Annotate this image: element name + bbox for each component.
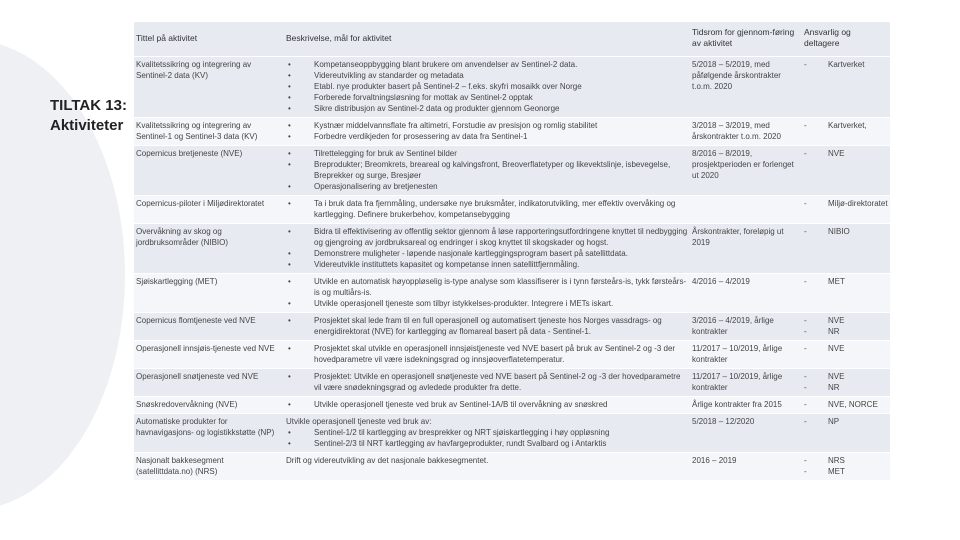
dash-marker: - bbox=[804, 198, 807, 208]
dash-marker: - bbox=[804, 326, 807, 336]
description-cell bbox=[284, 195, 690, 223]
description-bullet: • Sikre distribusjon av Sentinel-2 data og produkter gjennom Geonorge bbox=[286, 103, 688, 114]
period-cell: 4/2016 – 4/2019 bbox=[692, 276, 750, 286]
description-bullet: • Tilrettelegging for bruk av Sentinel bilder bbox=[286, 148, 688, 159]
description-list bbox=[286, 315, 688, 337]
period-cell: 3/2018 – 3/2019, med årskontrakter t.o.m. 2020 bbox=[692, 120, 781, 141]
description-cell bbox=[284, 117, 690, 145]
responsible-list bbox=[804, 455, 888, 477]
dash-marker: - bbox=[804, 382, 807, 392]
responsible-item bbox=[804, 226, 888, 237]
description-bullet: • Sentinel-1/2 til kartlegging av bresprekker og NRT sjøiskartlegging i høy oppløsning bbox=[286, 427, 688, 438]
dash-marker: - bbox=[804, 120, 807, 130]
responsible-name: NRS bbox=[828, 455, 845, 465]
table-row bbox=[134, 273, 890, 312]
description-bullet: • Breprodukter; Breomkrets, breareal og kalvingsfront, Breoverflatetyper og likevektslinje, isbevegelse, Breprekker og surge, Bresjøer bbox=[286, 159, 688, 181]
responsible-name: Kartverket bbox=[828, 59, 865, 69]
dash-marker: - bbox=[804, 148, 807, 158]
responsible-list bbox=[804, 399, 888, 410]
responsible-cell bbox=[802, 452, 890, 480]
description-bullet: • Prosjektet skal utvikle en operasjonell innsjøistjeneste ved NVE basert på bruk av Sentinel-2 og -3 der hovedparametre vil være isdekningsgrad og innsjøoverflatetemperatur. bbox=[286, 343, 688, 365]
table-row bbox=[134, 413, 890, 452]
description-cell bbox=[284, 340, 690, 368]
description-bullet: • Etabl. nye produkter basert på Sentinel-2 – f.eks. skyfri mosaikk over Norge bbox=[286, 81, 688, 92]
responsible-name: NVE bbox=[828, 371, 845, 381]
description-bullet: • Utvikle en automatisk høyoppløselig is-type analyse som klassifiserer is i tynn førsteårs-is, tykk førsteårs-is og multiårs-is. bbox=[286, 276, 688, 298]
activity-title-cell: Kvalitetssikring og integrering av Sentinel-2 data (KV) bbox=[136, 59, 252, 80]
responsible-cell bbox=[802, 145, 890, 195]
responsible-cell bbox=[802, 368, 890, 396]
table-row bbox=[134, 145, 890, 195]
dash-marker: - bbox=[804, 399, 807, 409]
responsible-cell bbox=[802, 273, 890, 312]
activity-title-cell: Nasjonalt bakkesegment (satellittdata.no) (NRS) bbox=[136, 455, 224, 476]
responsible-cell bbox=[802, 223, 890, 273]
description-list bbox=[286, 343, 688, 365]
responsible-name: Miljø-direktoratet bbox=[828, 198, 888, 208]
description-bullet: • Videreutvikle instituttets kapasitet og kompetanse innen satellittfjernmåling. bbox=[286, 259, 688, 270]
description-bullet: • Bidra til effektivisering av offentlig sektor gjennom å løse rapporteringsutfordringene knyttet til nedbygging og gjengroing av jordbruksareal og endringer i skog knyttet til skogskader og hogst. bbox=[286, 226, 688, 248]
dash-marker: - bbox=[804, 371, 807, 381]
responsible-item bbox=[804, 466, 888, 477]
responsible-item bbox=[804, 399, 888, 410]
description-cell bbox=[284, 368, 690, 396]
responsible-name: NVE bbox=[828, 343, 845, 353]
description-list bbox=[286, 59, 688, 114]
responsible-item bbox=[804, 198, 888, 209]
slide-title-line2: Aktiviteter bbox=[50, 117, 124, 134]
description-bullet: • Forbedre verdikjeden for prosessering av data fra Sentinel-1 bbox=[286, 131, 688, 142]
dash-marker: - bbox=[804, 466, 807, 476]
table-row bbox=[134, 340, 890, 368]
header-responsible: Ansvarlig og deltagere bbox=[804, 27, 851, 49]
responsible-item bbox=[804, 148, 888, 159]
slide-title-line1: TILTAK 13: bbox=[50, 97, 127, 114]
description-list bbox=[286, 226, 688, 270]
activity-title-cell: Copernicus flomtjeneste ved NVE bbox=[136, 315, 256, 325]
description-bullet: • Utvikle operasjonell tjeneste ved bruk av Sentinel-1A/B til overvåkning av snøskred bbox=[286, 399, 688, 410]
description-intro: Drift og videreutvikling av det nasjonale bakkesegmentet. bbox=[286, 455, 489, 465]
responsible-name: NVE bbox=[828, 315, 845, 325]
header-activity: Tittel på aktivitet bbox=[136, 32, 198, 43]
responsible-name: NIBIO bbox=[828, 226, 850, 236]
responsible-item bbox=[804, 343, 888, 354]
responsible-item bbox=[804, 326, 888, 337]
activity-title-cell: Automatiske produkter for havnavigasjons- og logistikkstøtte (NP) bbox=[136, 416, 275, 437]
responsible-cell bbox=[802, 396, 890, 413]
table-row bbox=[134, 368, 890, 396]
dash-marker: - bbox=[804, 416, 807, 426]
activity-title-cell: Copernicus-piloter i Miljødirektoratet bbox=[136, 198, 265, 208]
table-row bbox=[134, 223, 890, 273]
responsible-item bbox=[804, 382, 888, 393]
activity-title-cell: Sjøiskartlegging (MET) bbox=[136, 276, 218, 286]
responsible-cell bbox=[802, 413, 890, 452]
slide-title bbox=[50, 96, 127, 136]
dash-marker: - bbox=[804, 315, 807, 325]
period-cell: Årskontrakter, foreløpig ut 2019 bbox=[692, 226, 784, 247]
period-cell: 5/2018 – 5/2019, med påfølgende årskontrakter t.o.m. 2020 bbox=[692, 59, 781, 91]
period-cell: 11/2017 – 10/2019, årlige kontrakter bbox=[692, 343, 783, 364]
activity-title-cell: Overvåkning av skog og jordbruksområder (NIBIO) bbox=[136, 226, 229, 247]
description-bullet: • Prosjektet: Utvikle en operasjonell snøtjeneste ved NVE basert på Sentinel-2 og -3 der hovedparametre vil være snødekningsgrad og avledede produkter fra dette. bbox=[286, 371, 688, 393]
description-bullet: • Sentinel-2/3 til NRT kartlegging av havfargeprodukter, rundt Svalbard og i Antarktis bbox=[286, 438, 688, 449]
description-list bbox=[286, 198, 688, 220]
responsible-item bbox=[804, 120, 888, 131]
dash-marker: - bbox=[804, 343, 807, 353]
responsible-list bbox=[804, 198, 888, 209]
table-header-row bbox=[134, 22, 890, 56]
description-cell bbox=[284, 56, 690, 117]
responsible-list bbox=[804, 343, 888, 354]
responsible-list bbox=[804, 416, 888, 427]
period-cell: 5/2018 – 12/2020 bbox=[692, 416, 755, 426]
responsible-list bbox=[804, 371, 888, 393]
period-cell: 3/2016 – 4/2019, årlige kontrakter bbox=[692, 315, 774, 336]
period-cell bbox=[690, 195, 802, 223]
description-cell bbox=[284, 223, 690, 273]
responsible-name: MET bbox=[828, 276, 845, 286]
responsible-name: NVE, NORCE bbox=[828, 399, 878, 409]
responsible-list bbox=[804, 148, 888, 159]
activity-title-cell: Kvalitetssikring og integrering av Sentinel-1 og Sentinel-3 data (KV) bbox=[136, 120, 258, 141]
responsible-name: Kartverket, bbox=[828, 120, 867, 130]
dash-marker: - bbox=[804, 455, 807, 465]
description-bullet: • Prosjektet skal lede fram til en full operasjonell og automatisert tjeneste hos Norges vassdrags- og energidirektorat (NVE) for kartlegging av flomareal basert på data - Sentinel-1. bbox=[286, 315, 688, 337]
responsible-cell bbox=[802, 117, 890, 145]
period-cell: 2016 – 2019 bbox=[692, 455, 737, 465]
header-period: Tidsrom for gjennom-føring av aktivitet bbox=[692, 27, 795, 49]
responsible-cell bbox=[802, 56, 890, 117]
period-cell: 11/2017 – 10/2019, årlige kontrakter bbox=[692, 371, 783, 392]
responsible-cell bbox=[802, 340, 890, 368]
dash-marker: - bbox=[804, 226, 807, 236]
activity-title-cell: Snøskredovervåkning (NVE) bbox=[136, 399, 238, 409]
description-list bbox=[286, 371, 688, 393]
responsible-name: NR bbox=[828, 326, 840, 336]
activity-title-cell: Operasjonell innsjøis-tjeneste ved NVE bbox=[136, 343, 275, 353]
activity-title-cell: Copernicus bretjeneste (NVE) bbox=[136, 148, 243, 158]
responsible-item bbox=[804, 315, 888, 326]
responsible-name: MET bbox=[828, 466, 845, 476]
description-cell bbox=[284, 452, 690, 480]
responsible-list bbox=[804, 120, 888, 131]
responsible-item bbox=[804, 59, 888, 70]
description-cell bbox=[284, 273, 690, 312]
description-cell bbox=[284, 413, 690, 452]
responsible-name: NP bbox=[828, 416, 840, 426]
table-row bbox=[134, 195, 890, 223]
table-row bbox=[134, 117, 890, 145]
responsible-item bbox=[804, 371, 888, 382]
responsible-list bbox=[804, 226, 888, 237]
description-bullet: • Ta i bruk data fra fjernmåling, undersøke nye bruksmåter, indikatorutvikling, mer effektiv overvåking og kartlegging. Definere brukerbehov, kompetansebygging bbox=[286, 198, 688, 220]
table-row bbox=[134, 56, 890, 117]
description-list bbox=[286, 148, 688, 192]
responsible-list bbox=[804, 59, 888, 70]
responsible-item bbox=[804, 455, 888, 466]
description-cell bbox=[284, 145, 690, 195]
description-bullet: • Utvikle operasjonell tjeneste som tilbyr istykkelses-produkter. Integrere i METs iskart. bbox=[286, 298, 688, 309]
activities-table bbox=[134, 22, 890, 480]
description-cell bbox=[284, 312, 690, 340]
dash-marker: - bbox=[804, 59, 807, 69]
description-list bbox=[286, 120, 688, 142]
header-description: Beskrivelse, mål for aktivitet bbox=[286, 32, 392, 43]
description-bullet: • Kompetanseoppbygging blant brukere om anvendelser av Sentinel-2 data. bbox=[286, 59, 688, 70]
description-bullet: • Forberede forvaltningsløsning for mottak av Sentinel-2 opptak bbox=[286, 92, 688, 103]
description-intro: Utvikle operasjonell tjeneste ved bruk av: bbox=[286, 416, 432, 426]
responsible-name: NR bbox=[828, 382, 840, 392]
responsible-name: NVE bbox=[828, 148, 845, 158]
description-list bbox=[286, 399, 688, 410]
period-cell: Årlige kontrakter fra 2015 bbox=[692, 399, 782, 409]
activity-title-cell: Operasjonell snøtjeneste ved NVE bbox=[136, 371, 259, 381]
table-row bbox=[134, 396, 890, 413]
dash-marker: - bbox=[804, 276, 807, 286]
responsible-list bbox=[804, 276, 888, 287]
period-cell: 8/2016 – 8/2019, prosjektperioden er forlenget ut 2020 bbox=[692, 148, 794, 180]
table-row bbox=[134, 452, 890, 480]
description-list bbox=[286, 276, 688, 309]
description-bullet: • Kystnær middelvannsflate fra altimetri, Forstudie av presisjon og romlig stabilitet bbox=[286, 120, 688, 131]
responsible-cell bbox=[802, 195, 890, 223]
description-cell bbox=[284, 396, 690, 413]
description-bullet: • Demonstrere muligheter - løpende nasjonale kartleggingsprogram basert på satellittdata. bbox=[286, 248, 688, 259]
responsible-list bbox=[804, 315, 888, 337]
responsible-cell bbox=[802, 312, 890, 340]
description-bullet: • Operasjonalisering av bretjenesten bbox=[286, 181, 688, 192]
responsible-item bbox=[804, 416, 888, 427]
description-list bbox=[286, 427, 688, 449]
table-row bbox=[134, 312, 890, 340]
responsible-item bbox=[804, 276, 888, 287]
description-bullet: • Videreutvikling av standarder og metadata bbox=[286, 70, 688, 81]
